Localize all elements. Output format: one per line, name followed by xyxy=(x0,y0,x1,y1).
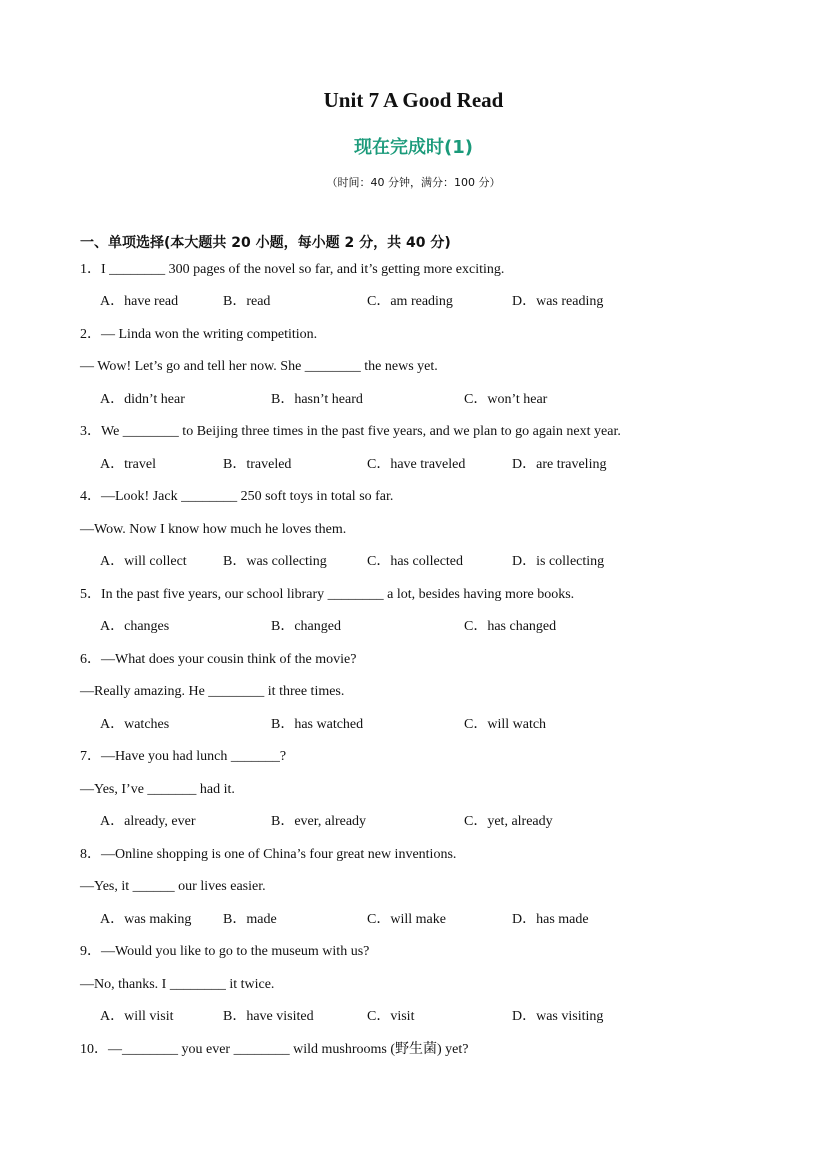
q3-option-b: B．traveled xyxy=(223,457,292,472)
q2-option-a: A．didn’t hear xyxy=(100,392,185,407)
q1-option-a: A．have read xyxy=(100,294,179,309)
question-2-text-line2: — Wow! Let’s go and tell her now. She ________ the news yet. xyxy=(80,359,438,374)
q5-option-a: A．changes xyxy=(100,619,170,634)
question-9-text-line2: —No, thanks. I ________ it twice. xyxy=(80,977,275,992)
q9-option-c: C．visit xyxy=(367,1009,415,1024)
page-title: Unit 7 A Good Read xyxy=(323,88,504,112)
question-4-text: 4．—Look! Jack ________ 250 soft toys in total so far. xyxy=(80,489,394,504)
q3-option-a: A．travel xyxy=(100,457,156,472)
q9-option-b: B．have visited xyxy=(223,1009,314,1024)
question-2-text: 2．— Linda won the writing competition. xyxy=(80,327,318,342)
exam-meta: （时间：40 分钟，满分：100 分） xyxy=(326,176,501,189)
page-subtitle: 现在完成时(1) xyxy=(354,137,473,158)
question-8-text: 8．—Online shopping is one of China’s four great new inventions. xyxy=(80,847,457,862)
q8-option-c: C．will make xyxy=(367,912,446,927)
question-8-text-line2: —Yes, it ______ our lives easier. xyxy=(80,879,266,894)
question-7-text-line2: —Yes, I’ve _______ had it. xyxy=(80,782,235,797)
q8-option-a: A．was making xyxy=(100,912,192,927)
q7-option-a: A．already, ever xyxy=(100,814,196,829)
q4-option-a: A．will collect xyxy=(100,554,187,569)
question-4-text-line2: —Wow. Now I know how much he loves them. xyxy=(80,522,347,537)
q4-option-d: D．is collecting xyxy=(512,554,605,569)
q8-option-d: D．has made xyxy=(512,912,589,927)
q2-option-c: C．won’t hear xyxy=(464,392,548,407)
q1-option-c: C．am reading xyxy=(367,294,453,309)
q1-option-b: B．read xyxy=(223,294,271,309)
q9-option-d: D．was visiting xyxy=(512,1009,604,1024)
q4-option-b: B．was collecting xyxy=(223,554,327,569)
q3-option-c: C．have traveled xyxy=(367,457,466,472)
q3-option-d: D．are traveling xyxy=(512,457,607,472)
question-10-text: 10．—________ you ever ________ wild mushrooms (野生菌) yet? xyxy=(80,1042,469,1057)
q8-option-b: B．made xyxy=(223,912,277,927)
question-6-text: 6．—What does your cousin think of the movie? xyxy=(80,652,357,667)
q7-option-b: B．ever, already xyxy=(271,814,367,829)
q5-option-b: B．changed xyxy=(271,619,341,634)
question-1-text: 1．I ________ 300 pages of the novel so far, and it’s getting more exciting. xyxy=(80,262,505,277)
question-7-text: 7．—Have you had lunch _______? xyxy=(80,749,287,764)
question-3-text: 3．We ________ to Beijing three times in the past five years, and we plan to go again next year. xyxy=(80,424,621,439)
question-6-text-line2: —Really amazing. He ________ it three times. xyxy=(80,684,345,699)
q5-option-c: C．has changed xyxy=(464,619,557,634)
q6-option-c: C．will watch xyxy=(464,717,547,732)
question-9-text: 9．—Would you like to go to the museum with us? xyxy=(80,944,370,959)
q1-option-d: D．was reading xyxy=(512,294,604,309)
q7-option-c: C．yet, already xyxy=(464,814,553,829)
q9-option-a: A．will visit xyxy=(100,1009,174,1024)
section-heading: 一、单项选择(本大题共 20 小题，每小题 2 分，共 40 分) xyxy=(80,235,451,251)
q4-option-c: C．has collected xyxy=(367,554,464,569)
q2-option-b: B．hasn’t heard xyxy=(271,392,363,407)
q6-option-b: B．has watched xyxy=(271,717,364,732)
question-5-text: 5．In the past five years, our school library ________ a lot, besides having more books. xyxy=(80,587,575,602)
q6-option-a: A．watches xyxy=(100,717,170,732)
